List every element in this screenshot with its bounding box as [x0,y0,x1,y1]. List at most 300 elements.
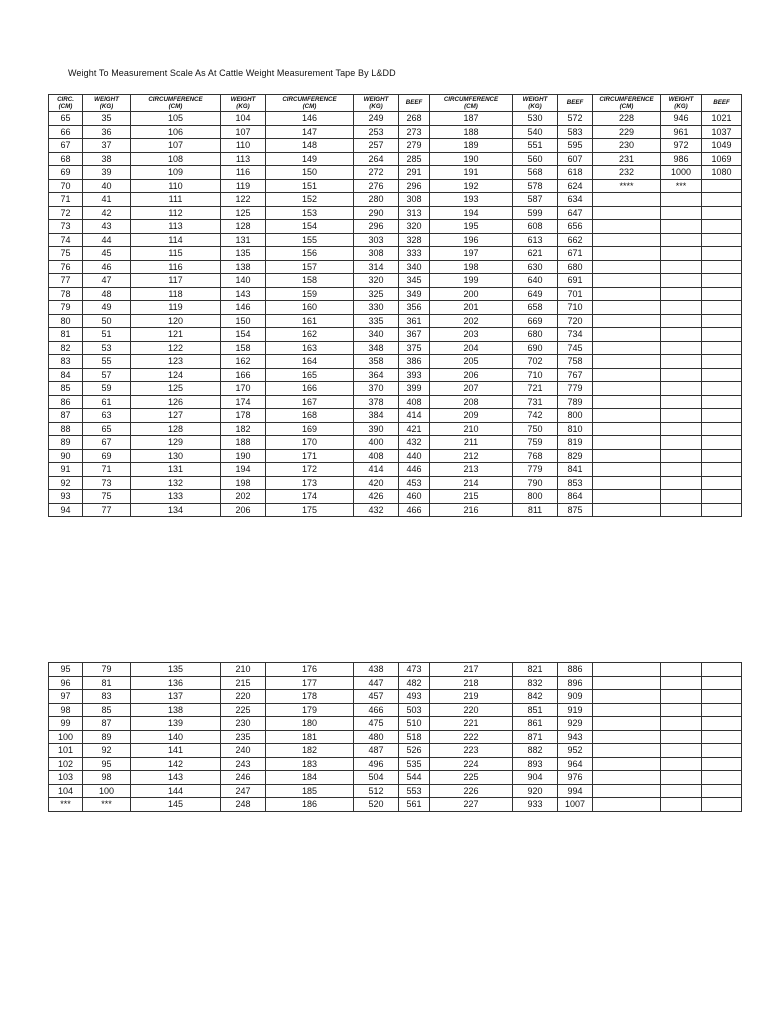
table-cell: 77 [49,274,83,288]
table-cell: 213 [430,463,513,477]
table-cell [702,409,742,423]
table-cell: 178 [221,409,266,423]
table-cell: 466 [354,703,399,717]
table-cell: 475 [354,717,399,731]
table-cell: 349 [399,287,430,301]
table-cell: 120 [131,314,221,328]
table-cell: 257 [354,139,399,153]
table-cell [593,757,661,771]
table-row [49,395,742,409]
table-cell: 188 [221,436,266,450]
table-cell: 731 [513,395,558,409]
table-cell: 149 [266,152,354,166]
table-cell: 721 [513,382,558,396]
table-cell: 649 [513,287,558,301]
table-cell [593,676,661,690]
table-row [49,730,742,744]
table-cell: 1049 [702,139,742,153]
table-cell: 139 [131,717,221,731]
table-cell: 96 [49,676,83,690]
table-row [49,784,742,798]
table-row [49,463,742,477]
table-cell: 91 [49,463,83,477]
table-cell: 328 [399,233,430,247]
table-cell [702,341,742,355]
table-cell [593,690,661,704]
table-cell: 438 [354,663,399,677]
column-header-unit: (CM) [302,103,317,110]
table-cell: 919 [558,703,593,717]
table-cell [702,690,742,704]
table-cell: 819 [558,436,593,450]
column-header [131,95,221,112]
table-cell: 1021 [702,112,742,126]
table-cell: 68 [49,152,83,166]
table-cell: 964 [558,757,593,771]
table-cell [661,395,702,409]
table-cell: 853 [558,476,593,490]
table-cell: 79 [49,301,83,315]
table-cell [593,422,661,436]
table-cell: 961 [661,125,702,139]
table-cell: 65 [83,422,131,436]
table-cell: 176 [266,663,354,677]
table-cell: 215 [430,490,513,504]
table-cell [702,382,742,396]
table-cell: 124 [131,368,221,382]
table-cell: 810 [558,422,593,436]
table-cell [702,730,742,744]
table-cell: 142 [131,757,221,771]
table-cell: 157 [266,260,354,274]
table-cell: 182 [221,422,266,436]
table-cell: 84 [49,368,83,382]
column-header-label: WEIGHT [363,95,389,103]
table-cell [661,717,702,731]
table-cell: 179 [266,703,354,717]
table-cell: 203 [430,328,513,342]
table-cell [593,368,661,382]
table-cell [593,233,661,247]
table-cell: 408 [354,449,399,463]
table-cell [593,206,661,220]
table-row [49,476,742,490]
table-cell: 39 [83,166,131,180]
table-cell [661,690,702,704]
table-body-top [49,112,742,517]
table-cell: 110 [131,179,221,193]
table-cell: 100 [83,784,131,798]
header-row [49,95,742,112]
table-cell: 73 [49,220,83,234]
table-cell: 109 [131,166,221,180]
table-cell: 61 [83,395,131,409]
table-cell: 268 [399,112,430,126]
table-cell [702,301,742,315]
table-cell: 842 [513,690,558,704]
table-cell: 110 [221,139,266,153]
table-cell: 526 [399,744,430,758]
table-cell: 48 [83,287,131,301]
table-cell: 41 [83,193,131,207]
table-cell: 710 [513,368,558,382]
table-cell: 218 [430,676,513,690]
table-cell: 800 [513,490,558,504]
table-cell: 742 [513,409,558,423]
table-cell [702,449,742,463]
table-cell: 608 [513,220,558,234]
table-cell: 904 [513,771,558,785]
table-cell: 568 [513,166,558,180]
table-cell: 119 [221,179,266,193]
table-cell: 229 [593,125,661,139]
table-cell [661,193,702,207]
table-cell [661,663,702,677]
table-cell: 453 [399,476,430,490]
column-header-label: BEEF [713,99,730,107]
table-cell: 181 [266,730,354,744]
table-cell [661,463,702,477]
table-cell: 414 [399,409,430,423]
table-cell: 221 [430,717,513,731]
table-cell: 122 [131,341,221,355]
table-cell: 77 [83,503,131,517]
table-cell: 65 [49,112,83,126]
table-cell [702,784,742,798]
table-cell: 131 [131,463,221,477]
table-cell [661,422,702,436]
table-row [49,436,742,450]
table-cell [661,328,702,342]
table-cell: 210 [430,422,513,436]
table-cell: 745 [558,341,593,355]
table-cell: 232 [593,166,661,180]
table-cell [593,395,661,409]
table-cell: 114 [131,233,221,247]
table-cell: 154 [221,328,266,342]
table-cell: 440 [399,449,430,463]
table-cell: 130 [131,449,221,463]
table-cell: 829 [558,449,593,463]
table-row [49,341,742,355]
table-cell: 243 [221,757,266,771]
table-cell [702,744,742,758]
table-cell: 93 [49,490,83,504]
table-cell: 59 [83,382,131,396]
table-row [49,301,742,315]
column-header [49,95,83,112]
table-cell: 89 [83,730,131,744]
table-row [49,744,742,758]
table-cell: 73 [83,476,131,490]
table-cell: 811 [513,503,558,517]
table-cell: 216 [430,503,513,517]
table-cell: 143 [131,771,221,785]
table-cell: 46 [83,260,131,274]
table-cell: 630 [513,260,558,274]
table-cell: 227 [430,798,513,812]
table-cell: 540 [513,125,558,139]
table-cell: 71 [49,193,83,207]
table-cell [593,409,661,423]
table-cell: 95 [83,757,131,771]
table-cell: 201 [430,301,513,315]
table-cell: 710 [558,301,593,315]
table-cell: 85 [83,703,131,717]
table-cell: 167 [266,395,354,409]
table-cell: 105 [131,112,221,126]
table-cell: 447 [354,676,399,690]
table-cell: 210 [221,663,266,677]
table-row [49,274,742,288]
column-header-label: BEEF [405,99,423,107]
table-cell: 128 [221,220,266,234]
table-cell: 702 [513,355,558,369]
table-cell [593,771,661,785]
table-cell: 480 [354,730,399,744]
table-row [49,663,742,677]
table-cell: 180 [266,717,354,731]
table-cell: 333 [399,247,430,261]
table-header [49,95,742,112]
table-cell: 226 [430,784,513,798]
table-cell: 72 [49,206,83,220]
table-cell: 53 [83,341,131,355]
table-cell: 986 [661,152,702,166]
table-cell: 222 [430,730,513,744]
table-row [49,193,742,207]
table-cell: 112 [131,206,221,220]
table-cell: 861 [513,717,558,731]
table-cell: 553 [399,784,430,798]
table-cell: 473 [399,663,430,677]
table-cell: *** [83,798,131,812]
table-cell: 400 [354,436,399,450]
table-cell: 182 [266,744,354,758]
table-cell: 154 [266,220,354,234]
table-cell: 230 [221,717,266,731]
table-cell [593,784,661,798]
table-cell: 113 [131,220,221,234]
table-cell [661,247,702,261]
table-cell [661,382,702,396]
table-cell: 367 [399,328,430,342]
table-cell [593,382,661,396]
table-cell: 166 [266,382,354,396]
table-cell [702,463,742,477]
table-cell [661,314,702,328]
column-header-label: WEIGHT [94,95,119,103]
table-cell: 290 [354,206,399,220]
table-cell: 634 [558,193,593,207]
table-cell: 208 [430,395,513,409]
table-cell [661,409,702,423]
column-header-unit: (KG) [99,103,114,110]
table-cell: 340 [399,260,430,274]
table-body-bottom [49,663,742,812]
table-cell: 896 [558,676,593,690]
table-cell: 504 [354,771,399,785]
table-cell: 561 [399,798,430,812]
table-cell: 215 [221,676,266,690]
column-header-label: BEEF [566,99,584,107]
table-cell: 170 [221,382,266,396]
table-cell: 225 [430,771,513,785]
table-cell: 156 [266,247,354,261]
table-cell: 202 [221,490,266,504]
table-cell: 185 [266,784,354,798]
table-cell [593,436,661,450]
table-cell [702,771,742,785]
table-cell: 111 [131,193,221,207]
table-cell [702,247,742,261]
table-cell [593,798,661,812]
table-cell: 296 [354,220,399,234]
table-cell: 63 [83,409,131,423]
table-row [49,314,742,328]
measurement-table-bottom [48,662,742,812]
table-cell: 136 [131,676,221,690]
table-cell: 94 [49,503,83,517]
table-cell: 800 [558,409,593,423]
table-cell: 1007 [558,798,593,812]
table-cell: 101 [49,744,83,758]
table-cell: 125 [221,206,266,220]
table-cell: 228 [593,112,661,126]
table-cell [593,328,661,342]
table-cell [661,220,702,234]
table-cell [593,663,661,677]
table-cell: 276 [354,179,399,193]
table-cell: 202 [430,314,513,328]
table-cell: 170 [266,436,354,450]
table-cell: 103 [49,771,83,785]
table-cell [702,233,742,247]
table-cell: 69 [49,166,83,180]
table-cell: 122 [221,193,266,207]
table-cell: 613 [513,233,558,247]
table-cell: 280 [354,193,399,207]
table-cell: 55 [83,355,131,369]
table-row [49,139,742,153]
table-cell: 230 [593,139,661,153]
table-cell: 98 [49,703,83,717]
table-cell: 100 [49,730,83,744]
table-cell [661,490,702,504]
table-cell: 104 [49,784,83,798]
column-header-label: WEIGHT [522,95,548,103]
table-cell: 1069 [702,152,742,166]
table-cell: 80 [49,314,83,328]
table-cell: 198 [430,260,513,274]
column-header [513,95,558,112]
table-cell: 247 [221,784,266,798]
table-row [49,152,742,166]
table-cell: 303 [354,233,399,247]
column-header [430,95,513,112]
column-header-unit: (CM) [58,103,73,110]
table-cell [702,368,742,382]
table-cell: 123 [131,355,221,369]
table-cell: 291 [399,166,430,180]
table-row [49,382,742,396]
table-cell [661,368,702,382]
table-cell [702,179,742,193]
table-cell [593,490,661,504]
column-header-label: CIRCUMFERENCE [443,95,499,103]
table-cell [661,341,702,355]
table-cell: 81 [83,676,131,690]
table-cell: 158 [221,341,266,355]
table-cell: 224 [430,757,513,771]
table-cell: 197 [430,247,513,261]
table-cell: 426 [354,490,399,504]
table-cell: 420 [354,476,399,490]
table-cell: 734 [558,328,593,342]
table-cell: 85 [49,382,83,396]
table-cell: 212 [430,449,513,463]
table-cell: 273 [399,125,430,139]
table-cell: 171 [266,449,354,463]
table-cell: 204 [430,341,513,355]
table-cell: 348 [354,341,399,355]
table-cell: 358 [354,355,399,369]
table-cell: 160 [266,301,354,315]
table-cell [661,206,702,220]
table-cell [661,287,702,301]
table-cell: 162 [266,328,354,342]
table-cell: 487 [354,744,399,758]
table-cell: 107 [131,139,221,153]
table-cell [702,220,742,234]
table-cell [593,463,661,477]
table-cell [593,314,661,328]
table-cell [661,260,702,274]
table-row [49,771,742,785]
table-cell: 399 [399,382,430,396]
table-cell: 104 [221,112,266,126]
table-cell [661,274,702,288]
table-cell: 74 [49,233,83,247]
table-row [49,247,742,261]
table-cell: 44 [83,233,131,247]
table-cell: 161 [266,314,354,328]
column-header [593,95,661,112]
table-cell: 972 [661,139,702,153]
table-cell [661,476,702,490]
table-cell: 841 [558,463,593,477]
table-cell: 165 [266,368,354,382]
table-cell: 621 [513,247,558,261]
table-row [49,179,742,193]
table-cell: 127 [131,409,221,423]
table-cell: 929 [558,717,593,731]
table-cell [661,771,702,785]
table-cell: *** [661,179,702,193]
column-header-label: WEIGHT [668,95,694,103]
table-cell: 647 [558,206,593,220]
column-header [399,95,430,112]
table-cell [702,206,742,220]
table-cell: 386 [399,355,430,369]
table-cell: 457 [354,690,399,704]
table-cell: 308 [399,193,430,207]
table-cell: 196 [430,233,513,247]
table-cell: 1037 [702,125,742,139]
table-cell: 95 [49,663,83,677]
table-cell: 535 [399,757,430,771]
table-cell: 375 [399,341,430,355]
